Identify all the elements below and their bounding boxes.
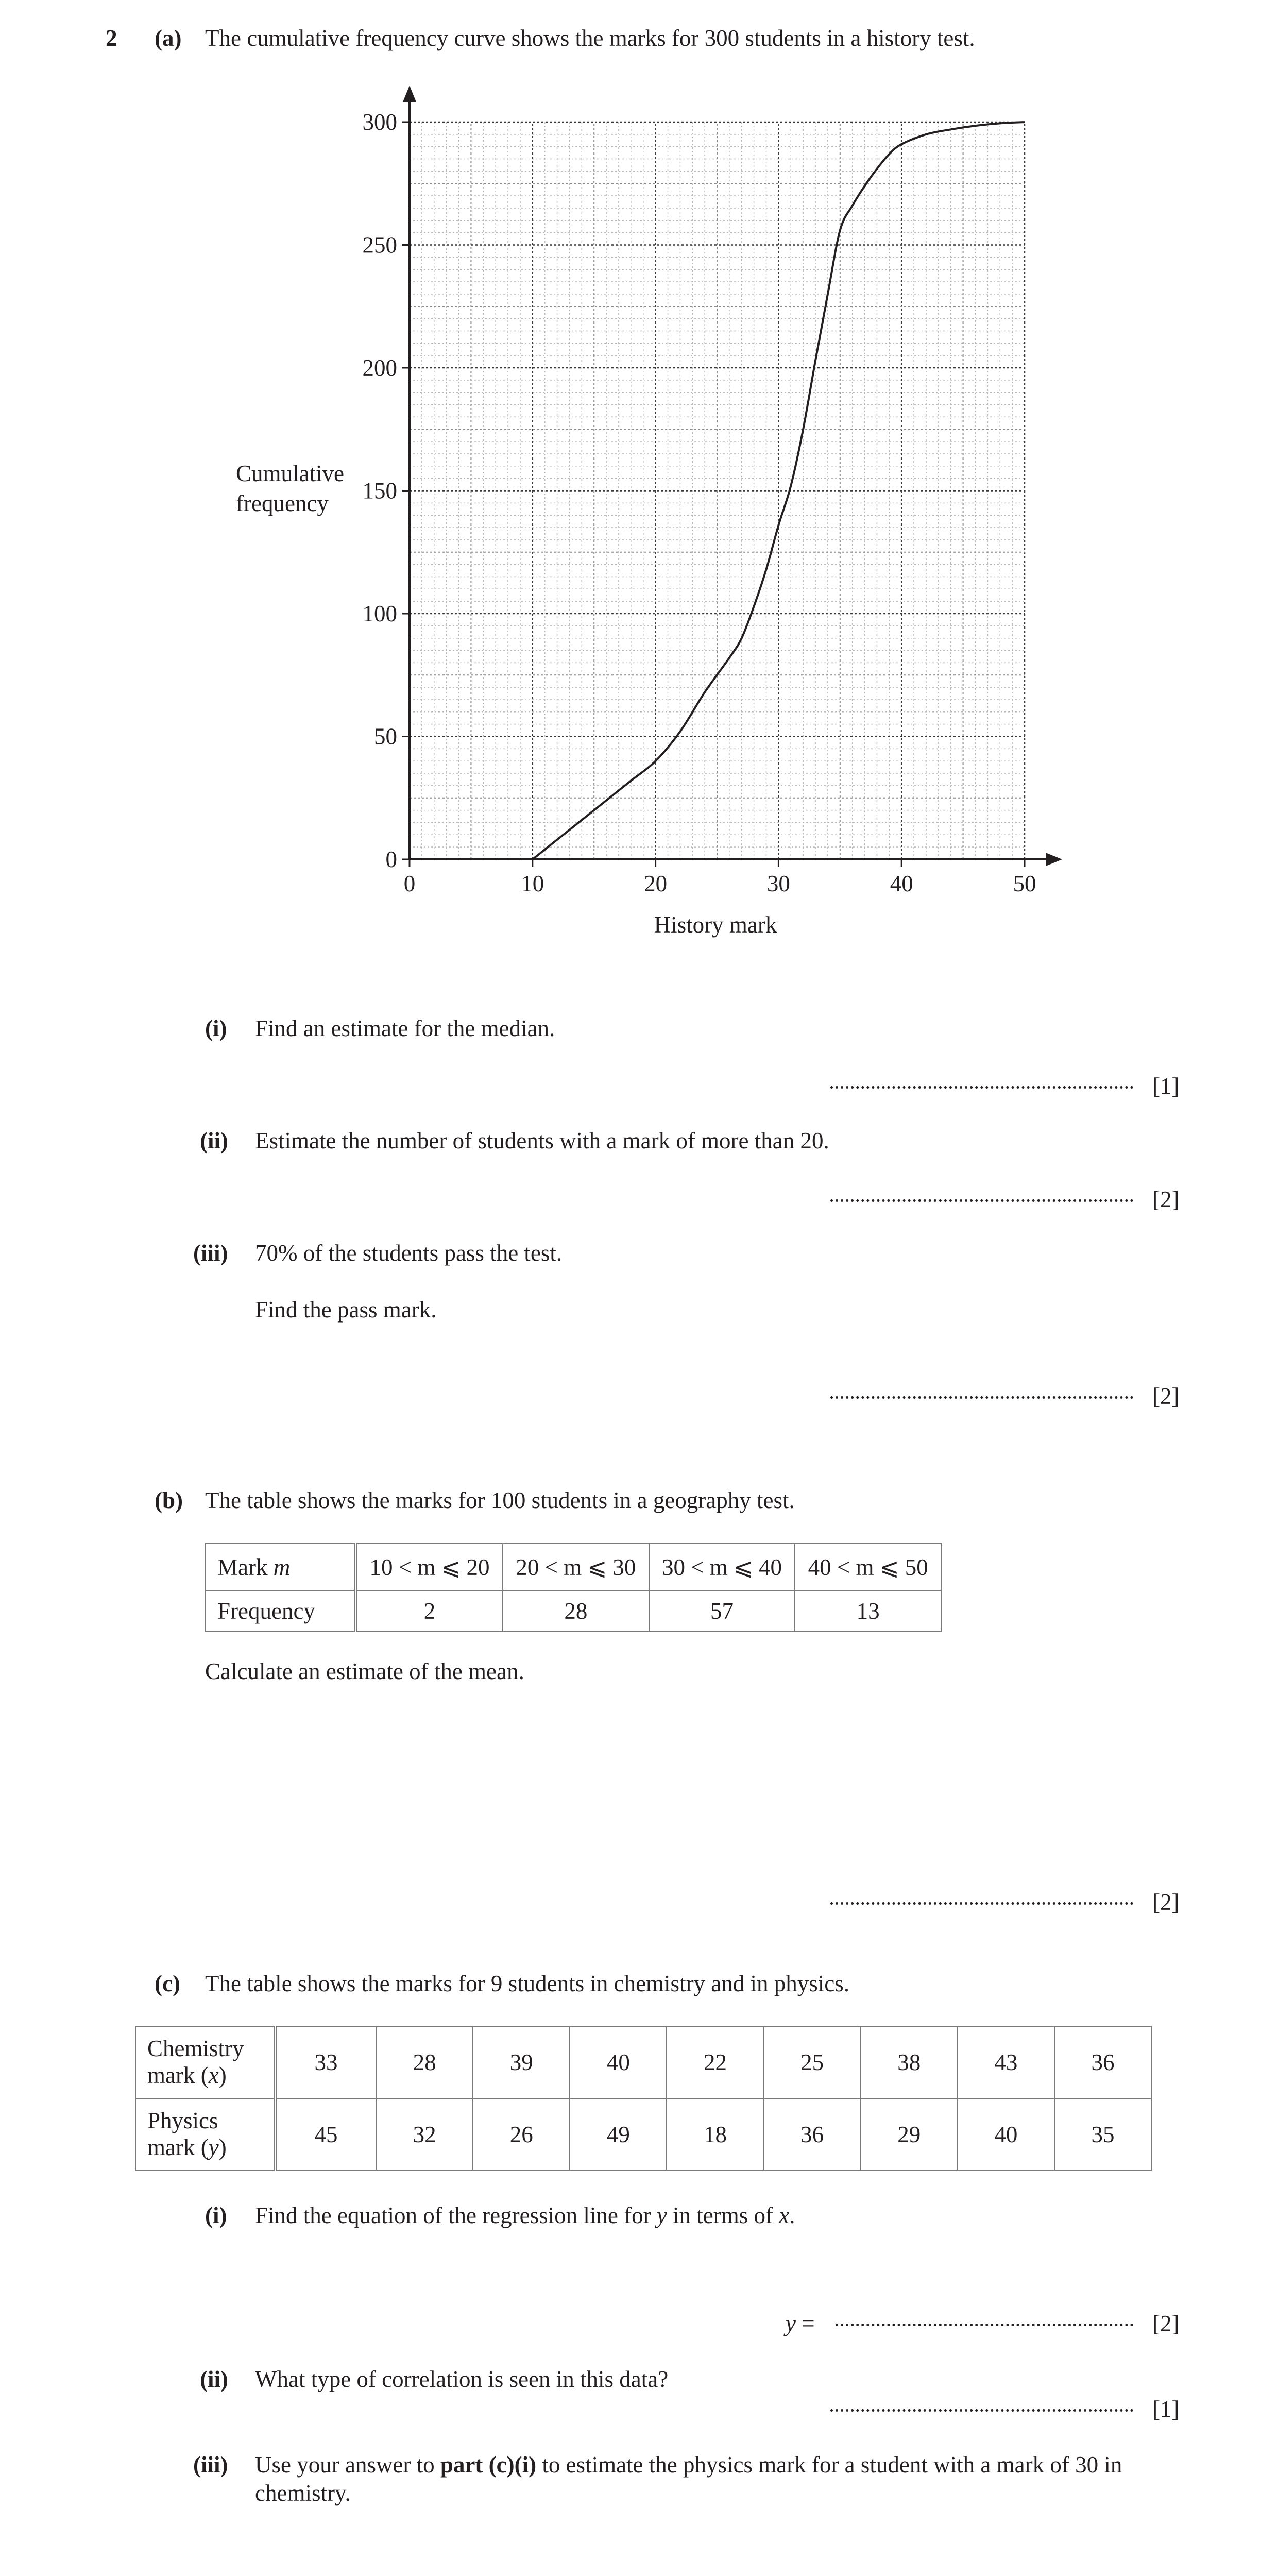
- chemistry-cell: 38: [861, 2026, 958, 2098]
- class-cell: 10 < m ⩽ 20: [355, 1544, 503, 1590]
- physics-cell: 36: [764, 2098, 861, 2171]
- answer-line-a-ii[interactable]: [830, 1199, 1133, 1202]
- part-a-i-text: Find an estimate for the median.: [255, 1015, 555, 1041]
- y-axis-label-line1: Cumulative: [236, 461, 344, 486]
- marks-a-iii: [2]: [1152, 1383, 1180, 1409]
- physics-cell: 45: [275, 2098, 376, 2171]
- chemistry-cell: 43: [958, 2026, 1054, 2098]
- x-axis-arrow: [1046, 853, 1062, 866]
- y-tick-label: 50: [374, 723, 397, 750]
- physics-cell: 29: [861, 2098, 958, 2171]
- part-c-ii-label: (ii): [200, 2366, 228, 2392]
- y-tick-label: 150: [362, 478, 397, 504]
- part-a-iii-text: 70% of the students pass the test.: [255, 1240, 563, 1266]
- physics-cell: 35: [1054, 2098, 1151, 2171]
- marks-a-i: [1]: [1152, 1073, 1180, 1099]
- marks-a-ii: [2]: [1152, 1187, 1180, 1212]
- frequency-header: Frequency: [206, 1590, 355, 1632]
- physics-cell: 49: [570, 2098, 667, 2171]
- frequency-cell: 57: [649, 1590, 795, 1632]
- answer-line-a-iii[interactable]: [830, 1396, 1133, 1399]
- part-c-iii-text-line2: chemistry.: [255, 2480, 351, 2506]
- chemistry-cell: 25: [764, 2026, 861, 2098]
- physics-cell: 18: [667, 2098, 763, 2171]
- part-a-i-label: (i): [205, 1015, 227, 1041]
- physics-cell: 32: [376, 2098, 473, 2171]
- part-b-prompt: Calculate an estimate of the mean.: [205, 1658, 524, 1684]
- frequency-cell: 28: [503, 1590, 649, 1632]
- part-c-label: (c): [155, 1971, 180, 1996]
- class-cell: 20 < m ⩽ 30: [503, 1544, 649, 1590]
- y-tick-label: 100: [362, 601, 397, 626]
- marks-b: [2]: [1152, 1889, 1180, 1915]
- x-tick-label: 0: [403, 871, 416, 896]
- y-axis-arrow: [403, 86, 416, 102]
- x-tick-label: 40: [890, 871, 913, 896]
- frequency-cell: 13: [795, 1590, 941, 1632]
- part-c-ii-text: What type of correlation is seen in this data?: [255, 2366, 669, 2392]
- y-tick-label: 300: [362, 109, 397, 135]
- chemistry-cell: 40: [570, 2026, 667, 2098]
- chemistry-physics-table: [135, 2026, 1152, 2171]
- y-axis-label-line2: frequency: [236, 490, 329, 516]
- class-cell: 40 < m ⩽ 50: [795, 1544, 941, 1590]
- marks-c-i: [2]: [1152, 2311, 1180, 2336]
- part-a-ii-label: (ii): [200, 1128, 228, 1154]
- answer-line-c-i[interactable]: [836, 2324, 1133, 2326]
- mark-header: Mark m: [206, 1544, 355, 1590]
- question-number: 2: [106, 25, 117, 51]
- answer-line-a-i[interactable]: [830, 1086, 1133, 1089]
- chemistry-cell: 28: [376, 2026, 473, 2098]
- part-b-label: (b): [155, 1487, 183, 1513]
- x-tick-label: 30: [766, 871, 790, 896]
- x-axis-label: History mark: [654, 912, 777, 938]
- y-tick-label: 200: [362, 355, 397, 381]
- answer-line-b[interactable]: [830, 1902, 1133, 1905]
- marks-c-ii: [1]: [1152, 2396, 1180, 2422]
- part-a-ii-text: Estimate the number of students with a mark of more than 20.: [255, 1128, 829, 1154]
- frequency-cell: 2: [355, 1590, 503, 1632]
- answer-prefix-y: y =: [786, 2311, 815, 2336]
- part-a-iii-text2: Find the pass mark.: [255, 1297, 437, 1323]
- part-c-iii-label: (iii): [193, 2452, 228, 2478]
- chemistry-cell: 33: [275, 2026, 376, 2098]
- part-c-i-label: (i): [205, 2202, 227, 2228]
- answer-line-c-ii[interactable]: [830, 2409, 1133, 2412]
- cumulative-frequency-graph: [0, 0, 1278, 979]
- physics-cell: 26: [473, 2098, 570, 2171]
- part-a-intro: The cumulative frequency curve shows the marks for 300 students in a history test.: [205, 25, 975, 51]
- part-a-iii-label: (iii): [193, 1240, 228, 1266]
- chemistry-cell: 36: [1054, 2026, 1151, 2098]
- y-tick-label: 250: [362, 232, 397, 258]
- chemistry-row-label: Chemistry mark (x): [135, 2026, 275, 2098]
- part-c-i-text: Find the equation of the regression line for y in terms of x.: [255, 2202, 795, 2228]
- x-tick-label: 50: [1013, 871, 1036, 896]
- physics-cell: 40: [958, 2098, 1054, 2171]
- y-tick-label: 0: [385, 846, 397, 872]
- geography-table: [205, 1543, 942, 1632]
- part-b-intro: The table shows the marks for 100 students in a geography test.: [205, 1487, 795, 1513]
- x-tick-label: 10: [521, 871, 544, 896]
- part-c-intro: The table shows the marks for 9 students in chemistry and in physics.: [205, 1971, 850, 1996]
- chemistry-cell: 39: [473, 2026, 570, 2098]
- x-tick-label: 20: [644, 871, 668, 896]
- part-c-iii-text: Use your answer to part (c)(i) to estimate the physics mark for a student with a mark of 30 in: [255, 2452, 1122, 2478]
- physics-row-label: Physics mark (y): [135, 2098, 275, 2171]
- part-a-label: (a): [155, 25, 182, 51]
- class-cell: 30 < m ⩽ 40: [649, 1544, 795, 1590]
- chemistry-cell: 22: [667, 2026, 763, 2098]
